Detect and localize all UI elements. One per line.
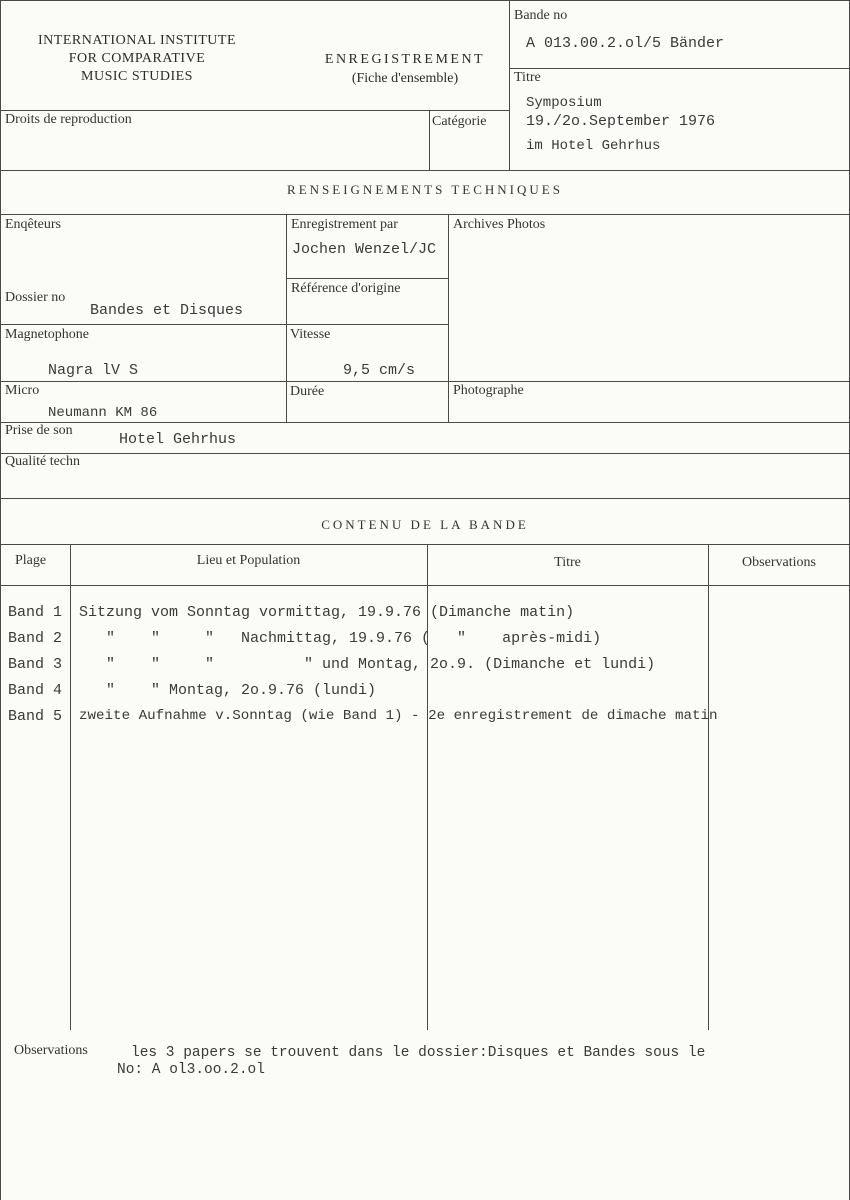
band-text: zweite Aufnahme v.Sonntag (wie Band 1) - 2e enregistrement de dimache matin — [79, 708, 718, 724]
tech-heading: RENSEIGNEMENTS TECHNIQUES — [287, 182, 563, 197]
col-header-observations: Observations — [742, 555, 816, 570]
col-header-titre: Titre — [554, 555, 581, 570]
droits-label: Droits de reproduction — [5, 112, 132, 127]
bande-no-label: Bande no — [514, 8, 568, 23]
micro-label: Micro — [5, 383, 40, 398]
micro-value: Neumann KM 86 — [48, 405, 158, 421]
observations-line-1: les 3 papers se trouvent dans le dossier:Disques et Bandes sous le — [131, 1045, 706, 1061]
institute-line-3: MUSIC STUDIES — [81, 69, 193, 84]
titre-line-3: im Hotel Gehrhus — [526, 138, 661, 154]
form-subtitle: (Fiche d'ensemble) — [351, 71, 459, 86]
band-text: " " " Nachmittag, 19.9.76 ( " après-midi) — [79, 630, 602, 647]
band-plage: Band 2 — [8, 630, 63, 647]
content-heading: CONTENU DE LA BANDE — [321, 517, 529, 532]
form-title-block — [300, 50, 510, 88]
magnetophone-value: Nagra lV S — [48, 362, 139, 379]
titre-line-2: 19./2o.September 1976 — [526, 113, 716, 130]
qualite-label: Qualité techn — [5, 454, 81, 469]
band-plage: Band 5 — [8, 708, 63, 725]
form-title: ENREGISTREMENT — [324, 52, 486, 67]
band-text: " " Montag, 2o.9.76 (lundi) — [79, 682, 377, 699]
photographe-label: Photographe — [453, 383, 524, 398]
duree-label: Durée — [290, 384, 325, 399]
enregistrement-label: Enregistrement par — [291, 217, 398, 232]
dossier-value: Bandes et Disques — [90, 302, 244, 319]
band-plage: Band 4 — [8, 682, 63, 699]
enqueteurs-label: Enqêteurs — [5, 217, 61, 232]
titre-line-1: Symposium — [526, 95, 602, 111]
vitesse-label: Vitesse — [290, 327, 331, 342]
bande-no-value: A 013.00.2.ol/5 Bänder — [526, 35, 725, 52]
prise-value: Hotel Gehrhus — [119, 431, 237, 448]
dossier-label: Dossier no — [5, 290, 66, 305]
categorie-label: Catégorie — [432, 114, 487, 129]
vitesse-value: 9,5 cm/s — [343, 362, 416, 379]
titre-label: Titre — [514, 70, 541, 85]
prise-label: Prise de son — [5, 423, 73, 438]
band-plage: Band 3 — [8, 656, 63, 673]
observations-label: Observations — [14, 1043, 88, 1058]
band-text: Sitzung vom Sonntag vormittag, 19.9.76 (Dimanche matin) — [79, 604, 575, 621]
band-text: " " " " und Montag, 2o.9. (Dimanche et lundi) — [79, 656, 656, 673]
institute-line-2: FOR COMPARATIVE — [68, 51, 206, 66]
enregistrement-value: Jochen Wenzel/JC — [292, 241, 437, 258]
reference-label: Référence d'origine — [291, 281, 401, 296]
col-header-plage: Plage — [15, 553, 47, 568]
col-header-lieu: Lieu et Population — [196, 553, 301, 568]
band-plage: Band 1 — [8, 604, 63, 621]
institute-name — [12, 32, 262, 86]
archives-label: Archives Photos — [453, 217, 546, 232]
institute-line-1: INTERNATIONAL INSTITUTE — [38, 33, 236, 48]
observations-line-2: No: A ol3.oo.2.ol — [117, 1062, 265, 1078]
magnetophone-label: Magnetophone — [5, 327, 89, 342]
